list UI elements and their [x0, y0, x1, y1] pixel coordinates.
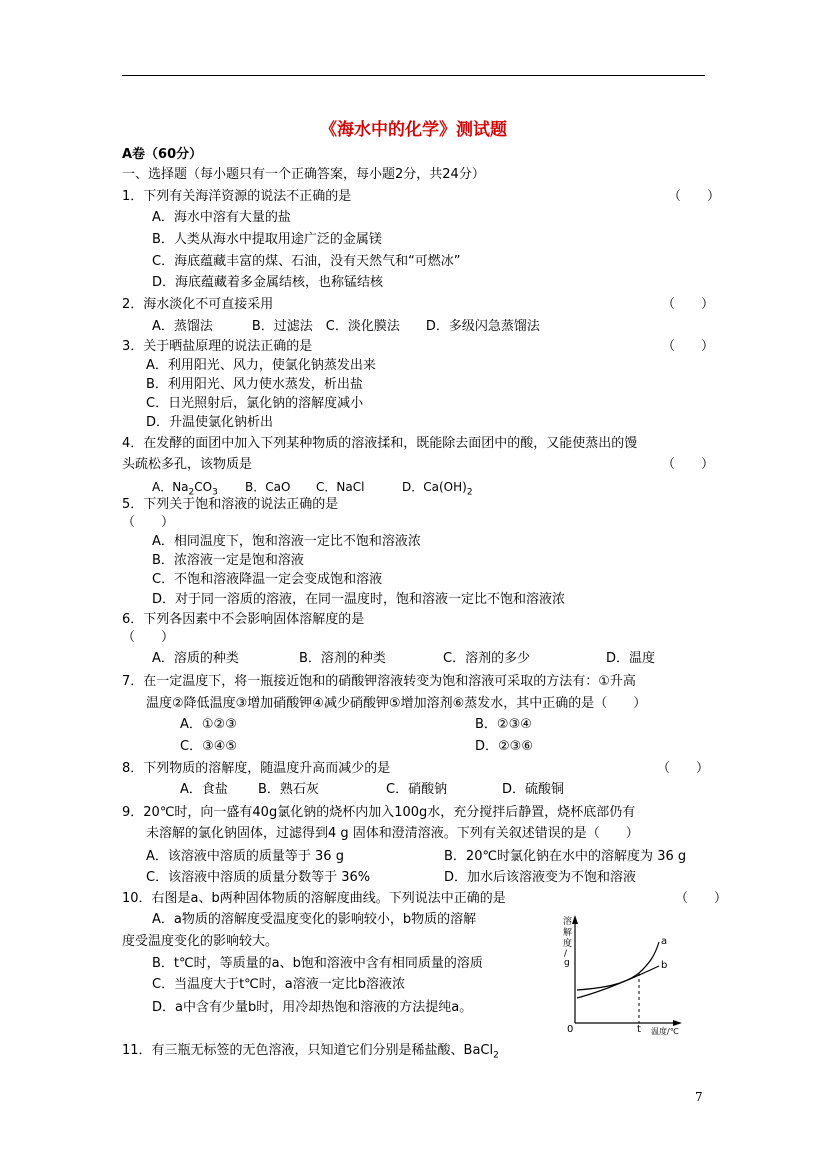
q1-option-d: D．海底蕴藏着多金属结核，也称锰结核: [152, 275, 384, 290]
page-title: 《海水中的化学》测试题: [320, 120, 507, 140]
q9-stem-line2: 未溶解的氯化钠固体，过滤得到4 g 固体和澄清溶液。下列有关叙述错误的是（ ）: [146, 826, 639, 841]
q2-options: A．蒸馏法 B．过滤法 C．淡化膜法 D．多级闪急蒸馏法: [152, 319, 540, 334]
q7-option-a: A．①②③: [180, 717, 237, 732]
page-number: 7: [695, 1090, 703, 1104]
q9-option-c: C．该溶液中溶质的质量分数等于 36%: [146, 870, 371, 885]
q3-option-c: C．日光照射后，氯化钠的溶解度减小: [146, 396, 364, 411]
q11-stem: 11．有三瓶无标签的无色溶液，只知道它们分别是稀盐酸、BaCl$_2$: [122, 1043, 499, 1061]
q10-option-a-line1: A．a物质的溶解度受温度变化的影响较小，b物质的溶解: [152, 912, 477, 927]
q2-stem: 2．海水淡化不可直接采用: [122, 297, 274, 312]
header-rule: [122, 75, 705, 76]
q6-stem: 6．下列各因素中不会影响固体溶解度的是: [122, 612, 365, 627]
q7-option-d: D．②③⑥: [475, 739, 533, 754]
q4-stem-line2: 头疏松多孔，该物质是: [122, 457, 253, 472]
q3-option-a: A．利用阳光、风力，使氯化钠蒸发出来: [146, 358, 376, 373]
q9-option-b: B．20℃时氯化钠在水中的溶解度为 36 g: [444, 849, 687, 864]
q3-option-d: D．升温使氯化钠析出: [146, 415, 274, 430]
curve-b: [577, 966, 659, 998]
q6-option-b: B．溶剂的种类: [299, 651, 386, 666]
q10-option-c: C．当温度大于t℃时，a溶液一定比b溶液浓: [152, 977, 405, 992]
q8-option-a: A．食盐: [180, 782, 228, 797]
q3-answer-paren: （ ）: [662, 339, 715, 354]
q5-stem: 5．下列关于饱和溶液的说法正确的是: [122, 497, 339, 512]
q8-option-c: C．硝酸钠: [386, 782, 448, 797]
q6-answer-paren: （ ）: [122, 630, 175, 645]
q7-option-b: B．②③④: [475, 717, 532, 732]
q7-stem-line1: 7．在一定温度下，将一瓶接近饱和的硝酸钾溶液转变为饱和溶液可采取的方法有：①升高: [122, 674, 636, 689]
curve-a-label: a: [661, 936, 668, 947]
q9-option-d: D．加水后该溶液变为不饱和溶液: [444, 870, 637, 885]
y-label-char-1: 溶: [563, 917, 573, 927]
t-label: t: [637, 1024, 641, 1035]
q4-option-d: D．$Ca(OH)_2$: [402, 480, 473, 498]
q1-stem: 1．下列有关海洋资源的说法不正确的是: [122, 189, 352, 204]
q8-stem: 8．下列物质的溶解度，随温度升高而减少的是: [122, 761, 391, 776]
q2-answer-paren: （ ）: [662, 297, 715, 312]
q4-stem-line1: 4．在发酵的面团中加入下列某种物质的溶液揉和，既能除去面团中的酸，又能使蒸出的馒: [122, 436, 638, 451]
q9-option-a: A．该溶液中溶质的质量等于 36 g: [146, 849, 344, 864]
curve-b-label: b: [661, 960, 668, 971]
q4-option-c: C．NaCl: [316, 480, 365, 494]
q8-option-d: D．硫酸铜: [502, 782, 565, 797]
q10-option-d: D．a中含有少量b时，用冷却热饱和溶液的方法提纯a。: [152, 1000, 473, 1015]
q10-answer-paren: （ ）: [675, 891, 728, 906]
q10-option-b: B．t℃时，等质量的a、b饱和溶液中含有相同质量的溶质: [152, 956, 483, 971]
q7-stem-line2: 温度②降低温度③增加硝酸钾④减少硝酸钾⑤增加溶剂⑥蒸发水，其中正确的是（ ）: [146, 696, 647, 711]
q10-option-a-line2: 度受温度变化的影响较大。: [122, 934, 279, 949]
q5-option-d: D．对于同一溶质的溶液，在同一温度时，饱和溶液一定比不饱和溶液浓: [152, 592, 566, 607]
q4-option-b: B．CaO: [245, 480, 291, 494]
origin-label: 0: [567, 1024, 574, 1035]
q1-option-a: A．海水中溶有大量的盐: [152, 210, 291, 225]
q4-option-a: A．$Na_2CO_3$: [152, 480, 218, 498]
q4-answer-paren: （ ）: [662, 457, 715, 472]
q3-stem: 3．关于晒盐原理的说法正确的是: [122, 339, 313, 354]
q5-answer-paren: （ ）: [122, 515, 175, 530]
solubility-curve-figure: [555, 910, 695, 1035]
q1-answer-paren: （ ）: [668, 189, 721, 204]
q6-option-c: C．溶剂的多少: [443, 651, 531, 666]
q5-option-b: B．浓溶液一定是饱和溶液: [152, 553, 304, 568]
q8-answer-paren: （ ）: [657, 761, 710, 776]
y-label-char-5: g: [564, 958, 570, 968]
q1-option-c: C．海底蕴藏丰富的煤、石油，没有天然气和“可燃冰”: [152, 254, 461, 269]
q5-option-a: A．相同温度下，饱和溶液一定比不饱和溶液浓: [152, 534, 421, 549]
q6-option-a: A．溶质的种类: [152, 651, 239, 666]
q5-option-c: C．不饱和溶液降温一定会变成饱和溶液: [152, 572, 383, 587]
q1-option-b: B．人类从海水中提取用途广泛的金属镁: [152, 232, 382, 247]
q9-stem-line1: 9．20℃时，向一盛有40g氯化钠的烧杯内加入100g水，充分搅拌后静置，烧杯底部仍有: [122, 805, 636, 820]
y-label-char-4: /: [564, 949, 568, 959]
curve-a: [577, 942, 659, 990]
q6-option-d: D．温度: [606, 651, 656, 666]
q7-option-c: C．③④⑤: [180, 739, 238, 754]
q3-option-b: B．利用阳光、风力使水蒸发，析出盐: [146, 377, 363, 392]
part-heading: 一、选择题（每小题只有一个正确答案，每小题2分，共24分）: [122, 167, 485, 182]
q8-option-b: B．熟石灰: [258, 782, 319, 797]
y-label-char-3: 度: [563, 939, 573, 949]
section-heading: A卷（60分）: [122, 147, 203, 162]
q10-stem: 10．右图是a、b两种固体物质的溶解度曲线。下列说法中正确的是: [122, 891, 506, 906]
y-label-char-2: 解: [563, 928, 573, 938]
x-axis-label: 温度/℃: [651, 1027, 679, 1035]
